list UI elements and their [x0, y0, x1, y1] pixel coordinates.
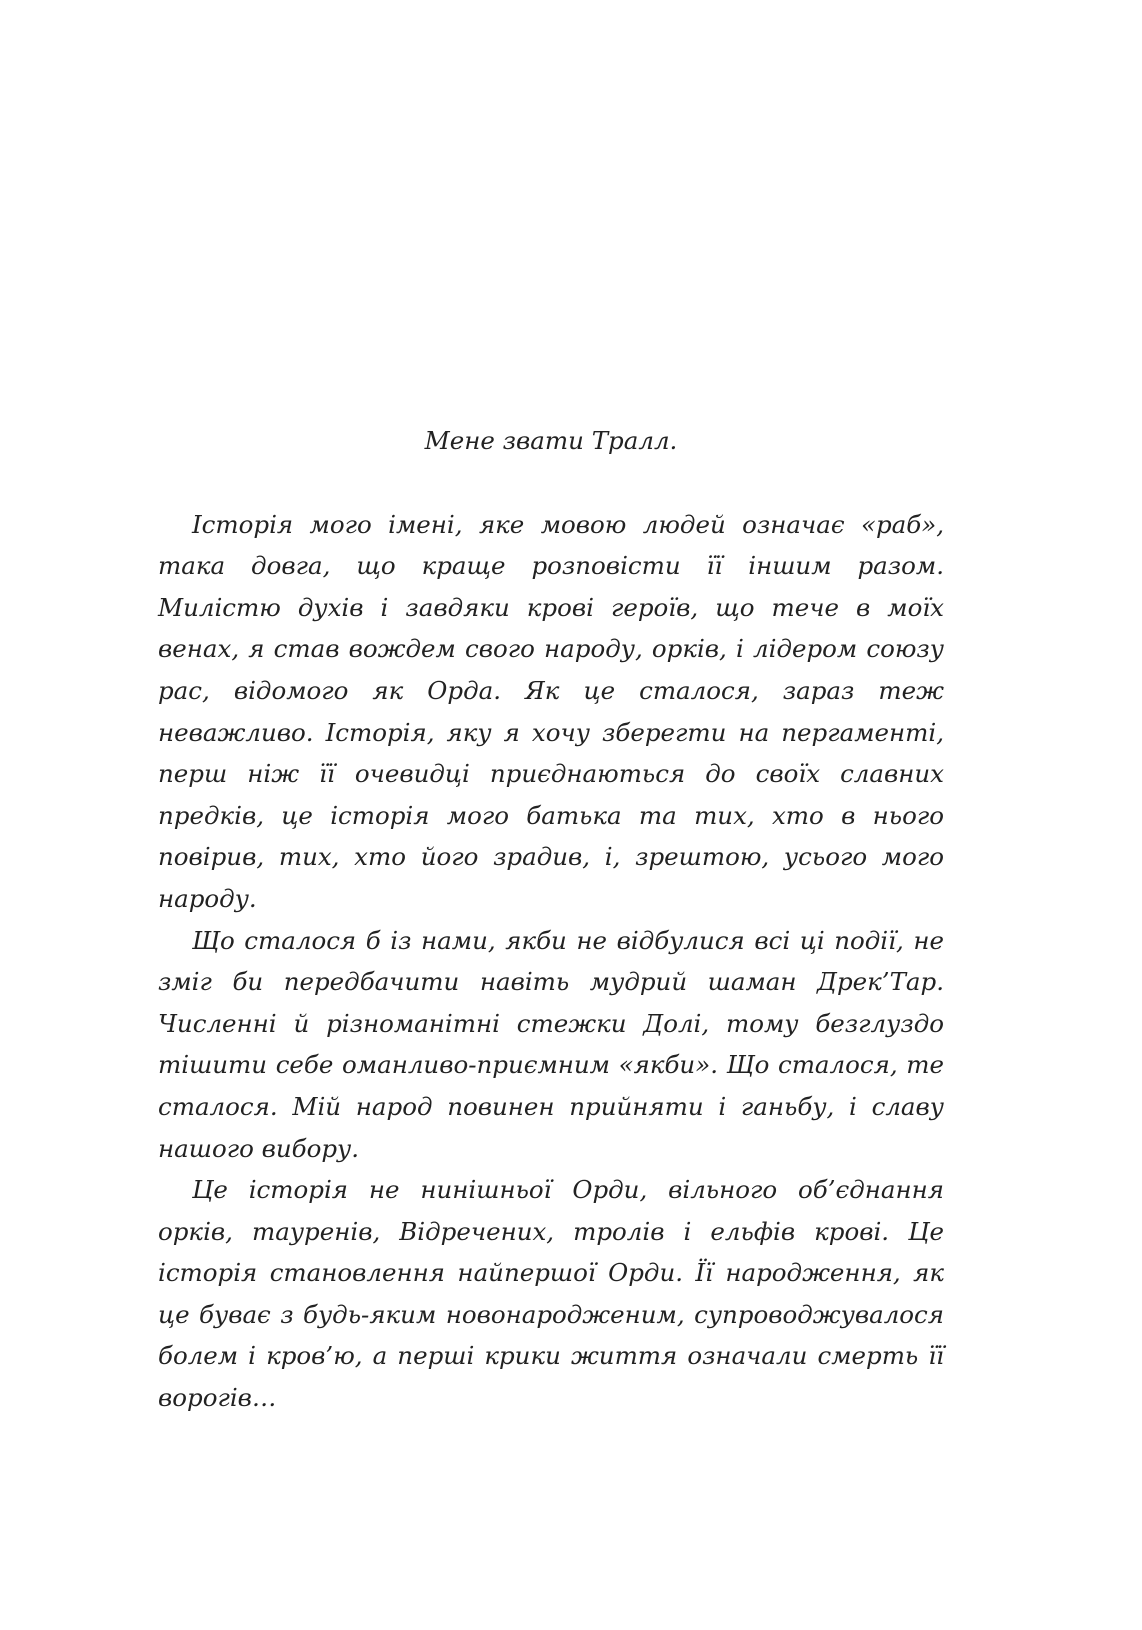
paragraph-3: Це історія не нинішньої Орди, вільного об’єднання орків, тауренів, Відречених, тролів і ельфів крові. Це історія становлення найпершої Орди. Її народження, як це буває з будь-яким новонародженим, супроводжувалося болем і кров’ю, а перші крики життя означали смерть її ворогів…: [158, 1175, 944, 1413]
page-text: [158, 420, 944, 1419]
paragraph-1: Історія мого імені, яке мовою людей означає «раб», така довга, що краще розповісти її іншим разом. Милістю духів і завдяки крові героїв, що тече в моїх венах, я став вождем свого народу, орків, і лідером союзу рас, відомого як Орда. Як це сталося, зараз теж неважливо. Історія, яку я хочу зберегти на пергаменті, перш ніж її очевидці приєднаються до своїх славних предків, це історія мого батька та тих, хто в нього повірив, тих, хто його зрадив, і, зрештою, усього мого народу.: [158, 509, 944, 913]
epigraph: Мене звати Тралл.: [424, 426, 678, 455]
paragraph-2: Що сталося б із нами, якби не відбулися всі ці події, не зміг би передбачити навіть мудрий шаман Дрек’Тар. Численні й різноманітні стежки Долі, тому безглуздо тішити себе оманливо-приємним «якби». Що сталося, те сталося. Мій народ повинен прийняти і ганьбу, і славу нашого вибору.: [158, 925, 944, 1163]
